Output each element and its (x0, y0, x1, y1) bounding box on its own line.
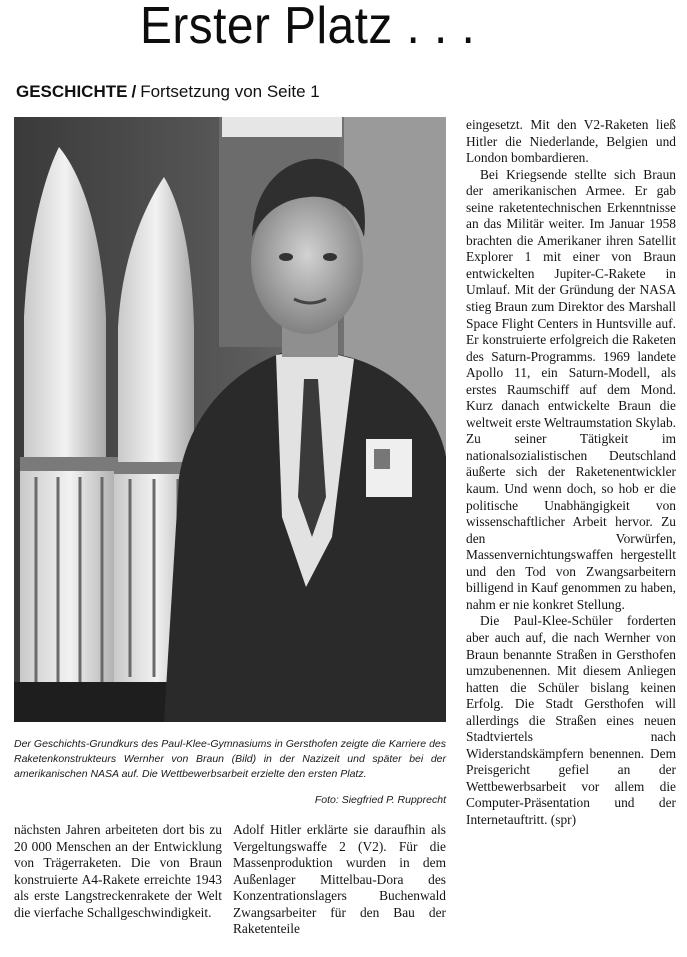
kicker-separator: / (131, 82, 137, 101)
column-paragraph: nächsten Jahren arbeiteten dort bis zu 20 000 Menschen an der Entwicklung von Trägerraketen. Die von Braun konstruierte A4-Rakete erreichte 1943 als erste Langstreckenrakete der Welt die vierfache Schallgeschwindigkeit. (14, 822, 222, 920)
section-name: GESCHICHTE (16, 82, 128, 101)
article-column-2 (233, 822, 446, 938)
column-paragraph: Die Paul-Klee-Schüler forderten aber auch auf, die nach Wernher von Braun benannte Straßen in Gersthofen umzubenennen. Mit diesem Anliegen hatten die Schüler bislang keinen Erfolg. Die Stadt Gersthofen will allerdings die Straßen eines neuen Stadtviertels nach Widerstandskämpfern benennen. Dem Preisgericht gefiel an der Wettbewerbsarbeit vor allem die Computer-Präsentation und der Internetauftritt. (spr) (466, 613, 676, 827)
photo-caption: Der Geschichts-Grundkurs des Paul-Klee-Gymnasiums in Gersthofen zeigte die Karriere des Raketenkonstrukteurs Wernher von Braun (Bild) in der Nazizeit und später bei der amerikanischen NASA auf. Die Wettbewerbsarbeit erzielte den ersten Platz. (14, 738, 446, 780)
article-headline: Erster Platz . . . (140, 0, 476, 55)
column-paragraph: Bei Kriegsende stellte sich Braun der amerikanischen Armee. Er gab seine raketentechnischen Erkenntnisse an das Militär weiter. Im Januar 1958 brachten die Amerikaner ihren Satellit Explorer 1 mit einer von Braun entwickelten Jupiter-C-Rakete in Umlauf. Mit der Gründung der NASA stieg Braun zum Direktor des Marshall Space Flight Centers in Huntsville auf. Er konstruierte erfolgreich die Raketen des Saturn-Programms. 1969 landete Apollo 11, ein Saturn-Modell, als erstes Raumschiff auf dem Mond. Kurz danach entwickelte Braun die weltweit erste Weltraumstation Skylab. Zu seiner Tätigkeit im nationalsozialistischen Deutschland äußerte sich der Raketenentwickler kaum. Und wenn doch, so hob er die politische Unabhängigkeit von wissenschaftlicher Arbeit hervor. Zu den Vorwürfen, Massenvernichtungswaffen hergestellt und den Tod von Zwangsarbeitern billigend in Kauf genommen zu haben, nahm er nie konkret Stellung. (466, 166, 676, 612)
continuation-note: Fortsetzung von Seite 1 (140, 82, 320, 101)
column-paragraph: Adolf Hitler erklärte sie daraufhin als Vergeltungswaffe 2 (V2). Für die Massenproduktion wurden in dem Außenlager Mittelbau-Dora des Konzentrationslagers Buchenwald Zwangsarbeiter für den Bau der Raketenteile (233, 822, 446, 937)
photo-credit: Foto: Siegfried P. Rupprecht (314, 794, 446, 806)
article-column-3 (466, 117, 676, 829)
article-photo (14, 117, 446, 722)
article-column-1 (14, 822, 222, 921)
column-paragraph: eingesetzt. Mit den V2-Raketen ließ Hitler die Niederlande, Belgien und London bombardieren. (466, 117, 676, 166)
section-kicker (16, 80, 320, 104)
